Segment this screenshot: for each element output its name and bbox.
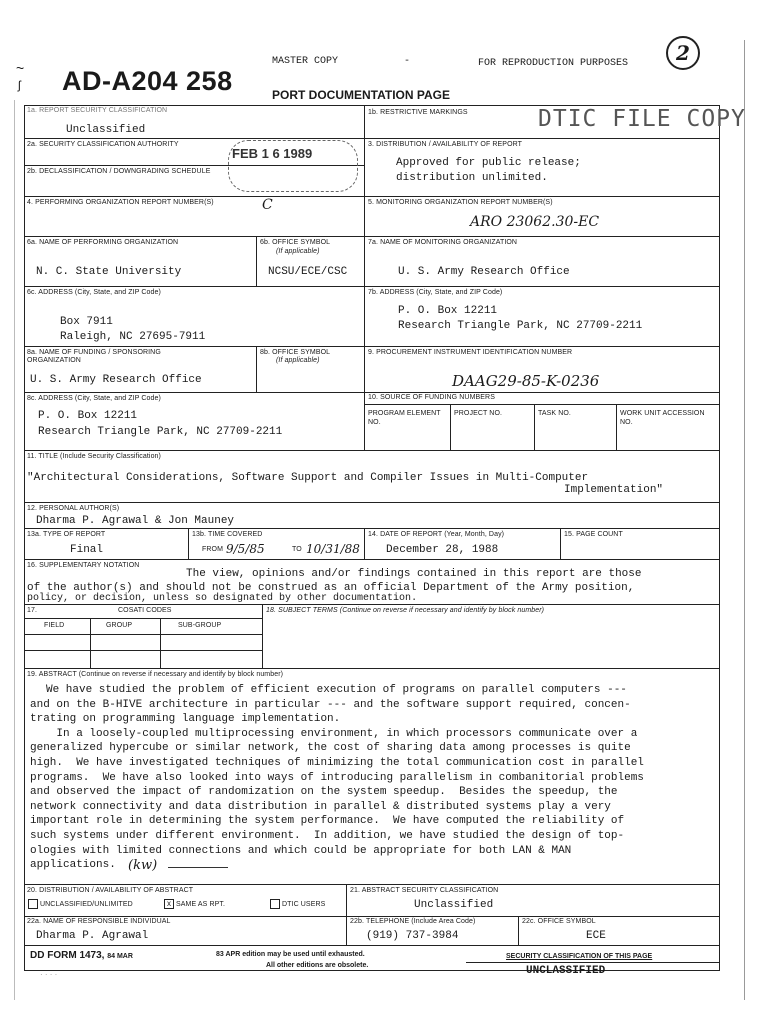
edition-note-1: 83 APR edition may be used until exhausted. [216, 951, 365, 958]
f17-row-1 [24, 634, 262, 635]
abstract-line: high. We have investigated techniques of minimizing the total communication cost in parallel [30, 756, 644, 769]
f1a-value: Unclassified [66, 124, 146, 136]
security-classification-value: UNCLASSIFIED [526, 965, 606, 977]
left-margin-line [14, 100, 15, 1000]
f6c-label: 6c. ADDRESS (City, State, and ZIP Code) [27, 289, 161, 296]
circled-number [666, 36, 700, 70]
f5-value: ARO 23062.30-EC [470, 214, 600, 230]
f13b-to-value: 10/31/88 [306, 542, 360, 556]
f19-label: 19. ABSTRACT (Continue on reverse if necessary and identify by block number) [27, 671, 284, 678]
row-sep-11 [24, 604, 720, 605]
master-copy-label: MASTER COPY [272, 56, 339, 67]
security-footer-line [466, 962, 720, 963]
f8a-label-line-1: 8a. NAME OF FUNDING / SPONSORING [27, 349, 161, 356]
f20-opt1-text: UNCLASSIFIED/UNLIMITED [40, 900, 133, 908]
f5-label: 5. MONITORING ORGANIZATION REPORT NUMBER(S) [368, 199, 553, 206]
f15-label: 15. PAGE COUNT [564, 531, 623, 538]
row-sep-14 [24, 916, 720, 917]
abstract-handwritten-mark: (kw) [128, 858, 158, 873]
abstract-arrow-stroke [168, 867, 228, 868]
f10-label: 10. SOURCE OF FUNDING NUMBERS [368, 394, 495, 401]
abstract-line: We have studied the problem of efficient execution of programs on parallel computers --- [46, 684, 627, 696]
f13-col-2 [364, 528, 365, 559]
f22a-label: 22a. NAME OF RESPONSIBLE INDIVIDUAL [27, 918, 171, 925]
abstract-line: programs. We have also looked into ways of introducing parallelism in combanitorial problems [30, 771, 644, 784]
f13b-from-value: 9/5/85 [226, 542, 265, 556]
f17-col-b [160, 618, 161, 668]
f8b-label: 8b. OFFICE SYMBOL [260, 349, 331, 356]
f10-col-3 [616, 404, 617, 450]
form-title: PORT DOCUMENTATION PAGE [272, 88, 450, 102]
f17-subgroup: SUB-GROUP [178, 622, 222, 629]
row-sep-7 [24, 450, 720, 451]
f4-label: 4. PERFORMING ORGANIZATION REPORT NUMBER(S) [27, 199, 214, 206]
office-symbol-divider-8b [256, 346, 257, 392]
abstract-line: and observed the impact of randomization on the system speedup. Besides the speedup, the [30, 786, 618, 799]
f9-value: DAAG29-85-K-0236 [452, 372, 600, 390]
abstract-line: trating on programming language implementation. [30, 713, 341, 726]
f2b-label: 2b. DECLASSIFICATION / DOWNGRADING SCHEDULE [27, 168, 211, 175]
abstract-line: and on the B-HIVE architecture in particular --- and the software support required, concen- [30, 698, 631, 711]
circled-number-text: 2 [676, 41, 690, 65]
left-page-mark-2: ʃ [18, 78, 21, 92]
f7b-value-line-1: P. O. Box 12211 [398, 305, 498, 317]
f6c-value-line-2: Raleigh, NC 27695-7911 [60, 331, 206, 343]
f4-handwritten-mark: C [262, 197, 273, 213]
row-sep-6 [24, 392, 720, 393]
f16-label: 16. SUPPLEMENTARY NOTATION [27, 562, 140, 569]
form-number-text: DD FORM 1473, [30, 950, 105, 961]
f8b-sub: (If applicable) [276, 357, 320, 364]
f17-sub-header [24, 618, 262, 619]
office-symbol-divider-6b [256, 236, 257, 286]
f16-value-line-1: The view, opinions and/or findings contained in this report are those [186, 568, 642, 580]
row-sep-9 [24, 528, 720, 529]
reproduction-label: FOR REPRODUCTION PURPOSES [478, 58, 629, 69]
ad-number: AD-A204 258 [62, 66, 233, 96]
f2a-label: 2a. SECURITY CLASSIFICATION AUTHORITY [27, 141, 179, 148]
f22a-f22b-divider [346, 916, 347, 945]
abstract-line: network connectivity and data distribution in parallel & distributed systems play a very [30, 800, 611, 813]
abstract-line: In a loosely-coupled multiprocessing environment, in which processors communicate over a [30, 727, 638, 740]
f6b-sub: (If applicable) [276, 248, 320, 255]
f21-label: 21. ABSTRACT SECURITY CLASSIFICATION [350, 887, 499, 894]
row-sep-8 [24, 502, 720, 503]
f17-col-a [90, 618, 91, 668]
row-sep-10-sub [364, 404, 720, 405]
dash-mark: - [404, 56, 411, 67]
row-sep-10 [24, 559, 720, 560]
abstract-line: important role in determining the system performance. We have computed the reliability of [30, 815, 625, 828]
f11-label: 11. TITLE (Include Security Classification) [27, 453, 161, 460]
abstract-line: applications. [30, 859, 116, 872]
abstract-line: such systems under different environment. In addition, we have studied the design of top- [30, 829, 625, 842]
f7a-label: 7a. NAME OF MONITORING ORGANIZATION [368, 239, 518, 246]
form-number [30, 950, 133, 961]
f1a-label: 1a. REPORT SECURITY CLASSIFICATION [27, 107, 168, 114]
f6a-label: 6a. NAME OF PERFORMING ORGANIZATION [27, 239, 179, 246]
f6b-label: 6b. OFFICE SYMBOL [260, 239, 331, 246]
f8a-label-line-2: ORGANIZATION [27, 357, 81, 364]
f3-value-line-2: distribution unlimited. [396, 172, 548, 184]
f3-value-line-1: Approved for public release; [396, 157, 581, 169]
f6c-value-line-1: Box 7911 [60, 316, 113, 328]
f7a-value: U. S. Army Research Office [398, 266, 570, 278]
edition-note-2: All other editions are obsolete. [266, 962, 369, 969]
f7b-value-line-2: Research Triangle Park, NC 27709-2211 [398, 320, 643, 332]
row-sep-12 [24, 668, 720, 669]
received-date-text: FEB 1 6 1989 [232, 146, 313, 161]
f22b-f22c-divider [518, 916, 519, 945]
f13a-label: 13a. TYPE OF REPORT [27, 531, 106, 538]
row-sep-2 [24, 196, 720, 197]
f22b-label: 22b. TELEPHONE (Include Area Code) [350, 918, 476, 925]
f13b-to: TO [292, 546, 302, 553]
f14-label: 14. DATE OF REPORT (Year, Month, Day) [368, 531, 505, 538]
center-divider-top [364, 105, 365, 450]
row-sep-13 [24, 884, 720, 885]
f17-row-2 [24, 650, 262, 651]
f13-col-3 [560, 528, 561, 559]
f17-col-right [262, 604, 263, 668]
f10-task: TASK NO. [538, 410, 571, 417]
bottom-scan-mark: · · · · [40, 970, 58, 979]
f11-value-line-1: "Architectural Considerations, Software Support and Compiler Issues in Multi-Computer [27, 472, 589, 484]
f13-col-1 [188, 528, 189, 559]
f10-program: PROGRAM ELEMENT NO. [368, 410, 441, 426]
f12-value: Dharma P. Agrawal & Jon Mauney [36, 515, 235, 527]
row-sep-5 [24, 346, 720, 347]
f8a-value: U. S. Army Research Office [30, 374, 202, 386]
f10-work-unit: WORK UNIT ACCESSION NO. [620, 410, 705, 426]
f13a-value: Final [70, 544, 104, 556]
f20-option-unclassified [28, 899, 133, 909]
form-date-text: 84 MAR [107, 953, 133, 960]
f10-project: PROJECT NO. [454, 410, 503, 417]
f14-value: December 28, 1988 [386, 544, 499, 556]
checkbox-unclassified[interactable] [28, 899, 38, 909]
f17-title: COSATI CODES [118, 607, 172, 614]
f20-label: 20. DISTRIBUTION / AVAILABILITY OF ABSTRACT [27, 887, 194, 894]
f21-value: Unclassified [414, 899, 494, 911]
f17-field: FIELD [44, 622, 65, 629]
abstract-line: ologies with limited connections and which could be appropriate for both LAN & MAN [30, 844, 572, 857]
f20-opt2-text: SAME AS RPT. [176, 900, 226, 908]
f22b-value: (919) 737-3984 [366, 930, 459, 942]
f8c-label: 8c. ADDRESS (City, State, and ZIP Code) [27, 395, 161, 402]
f8c-value-line-2: Research Triangle Park, NC 27709-2211 [38, 426, 283, 438]
row-sep-4 [24, 286, 720, 287]
right-margin-line [744, 40, 745, 1000]
f16-value-line-3: policy, or decision, unless so designated by other documentation. [27, 593, 418, 604]
f9-label: 9. PROCUREMENT INSTRUMENT IDENTIFICATION NUMBER [368, 349, 573, 356]
f18-label: 18. SUBJECT TERMS (Continue on reverse if necessary and identify by block number) [266, 607, 545, 614]
checkbox-dtic-users[interactable] [270, 899, 280, 909]
f10-col-1 [450, 404, 451, 450]
row-sep-3 [24, 236, 720, 237]
dtic-file-copy-stamp: DTIC FILE COPY [538, 106, 746, 132]
row-sep-1 [24, 138, 720, 139]
f16-value-line-2: of the author(s) and should not be construed as an official Department of the Army position, [27, 582, 635, 594]
security-classification-label: SECURITY CLASSIFICATION OF THIS PAGE [506, 953, 653, 960]
f17-group: GROUP [106, 622, 133, 629]
row-sep-15 [24, 945, 720, 946]
f20-option-same-as-rpt [164, 899, 225, 909]
abstract-body [30, 683, 720, 873]
checkbox-same-as-rpt[interactable] [164, 899, 174, 909]
f6b-value: NCSU/ECE/CSC [268, 266, 348, 278]
f3-label: 3. DISTRIBUTION / AVAILABILITY OF REPORT [368, 141, 523, 148]
f6a-value: N. C. State University [36, 266, 182, 278]
f12-label: 12. PERSONAL AUTHOR(S) [27, 505, 120, 512]
f20-option-dtic-users [270, 899, 325, 909]
f10-col-2 [534, 404, 535, 450]
f22a-value: Dharma P. Agrawal [36, 930, 149, 942]
f17-label: 17. [27, 607, 38, 614]
f20-opt3-text: DTIC USERS [282, 900, 326, 908]
f7b-label: 7b. ADDRESS (City, State, and ZIP Code) [368, 289, 503, 296]
f13b-label: 13b. TIME COVERED [192, 531, 263, 538]
f1b-label: 1b. RESTRICTIVE MARKINGS [368, 109, 468, 116]
f11-value-line-2: Implementation" [564, 484, 664, 496]
f22c-value: ECE [586, 930, 606, 942]
abstract-line: generalized hypercube or similar network, the cost of sharing data among processes is quite [30, 742, 631, 755]
f20-f21-divider [346, 884, 347, 916]
left-page-mark: ~ [16, 60, 25, 76]
f22c-label: 22c. OFFICE SYMBOL [522, 918, 596, 925]
f8c-value-line-1: P. O. Box 12211 [38, 410, 138, 422]
f13b-from: FROM [202, 546, 224, 553]
